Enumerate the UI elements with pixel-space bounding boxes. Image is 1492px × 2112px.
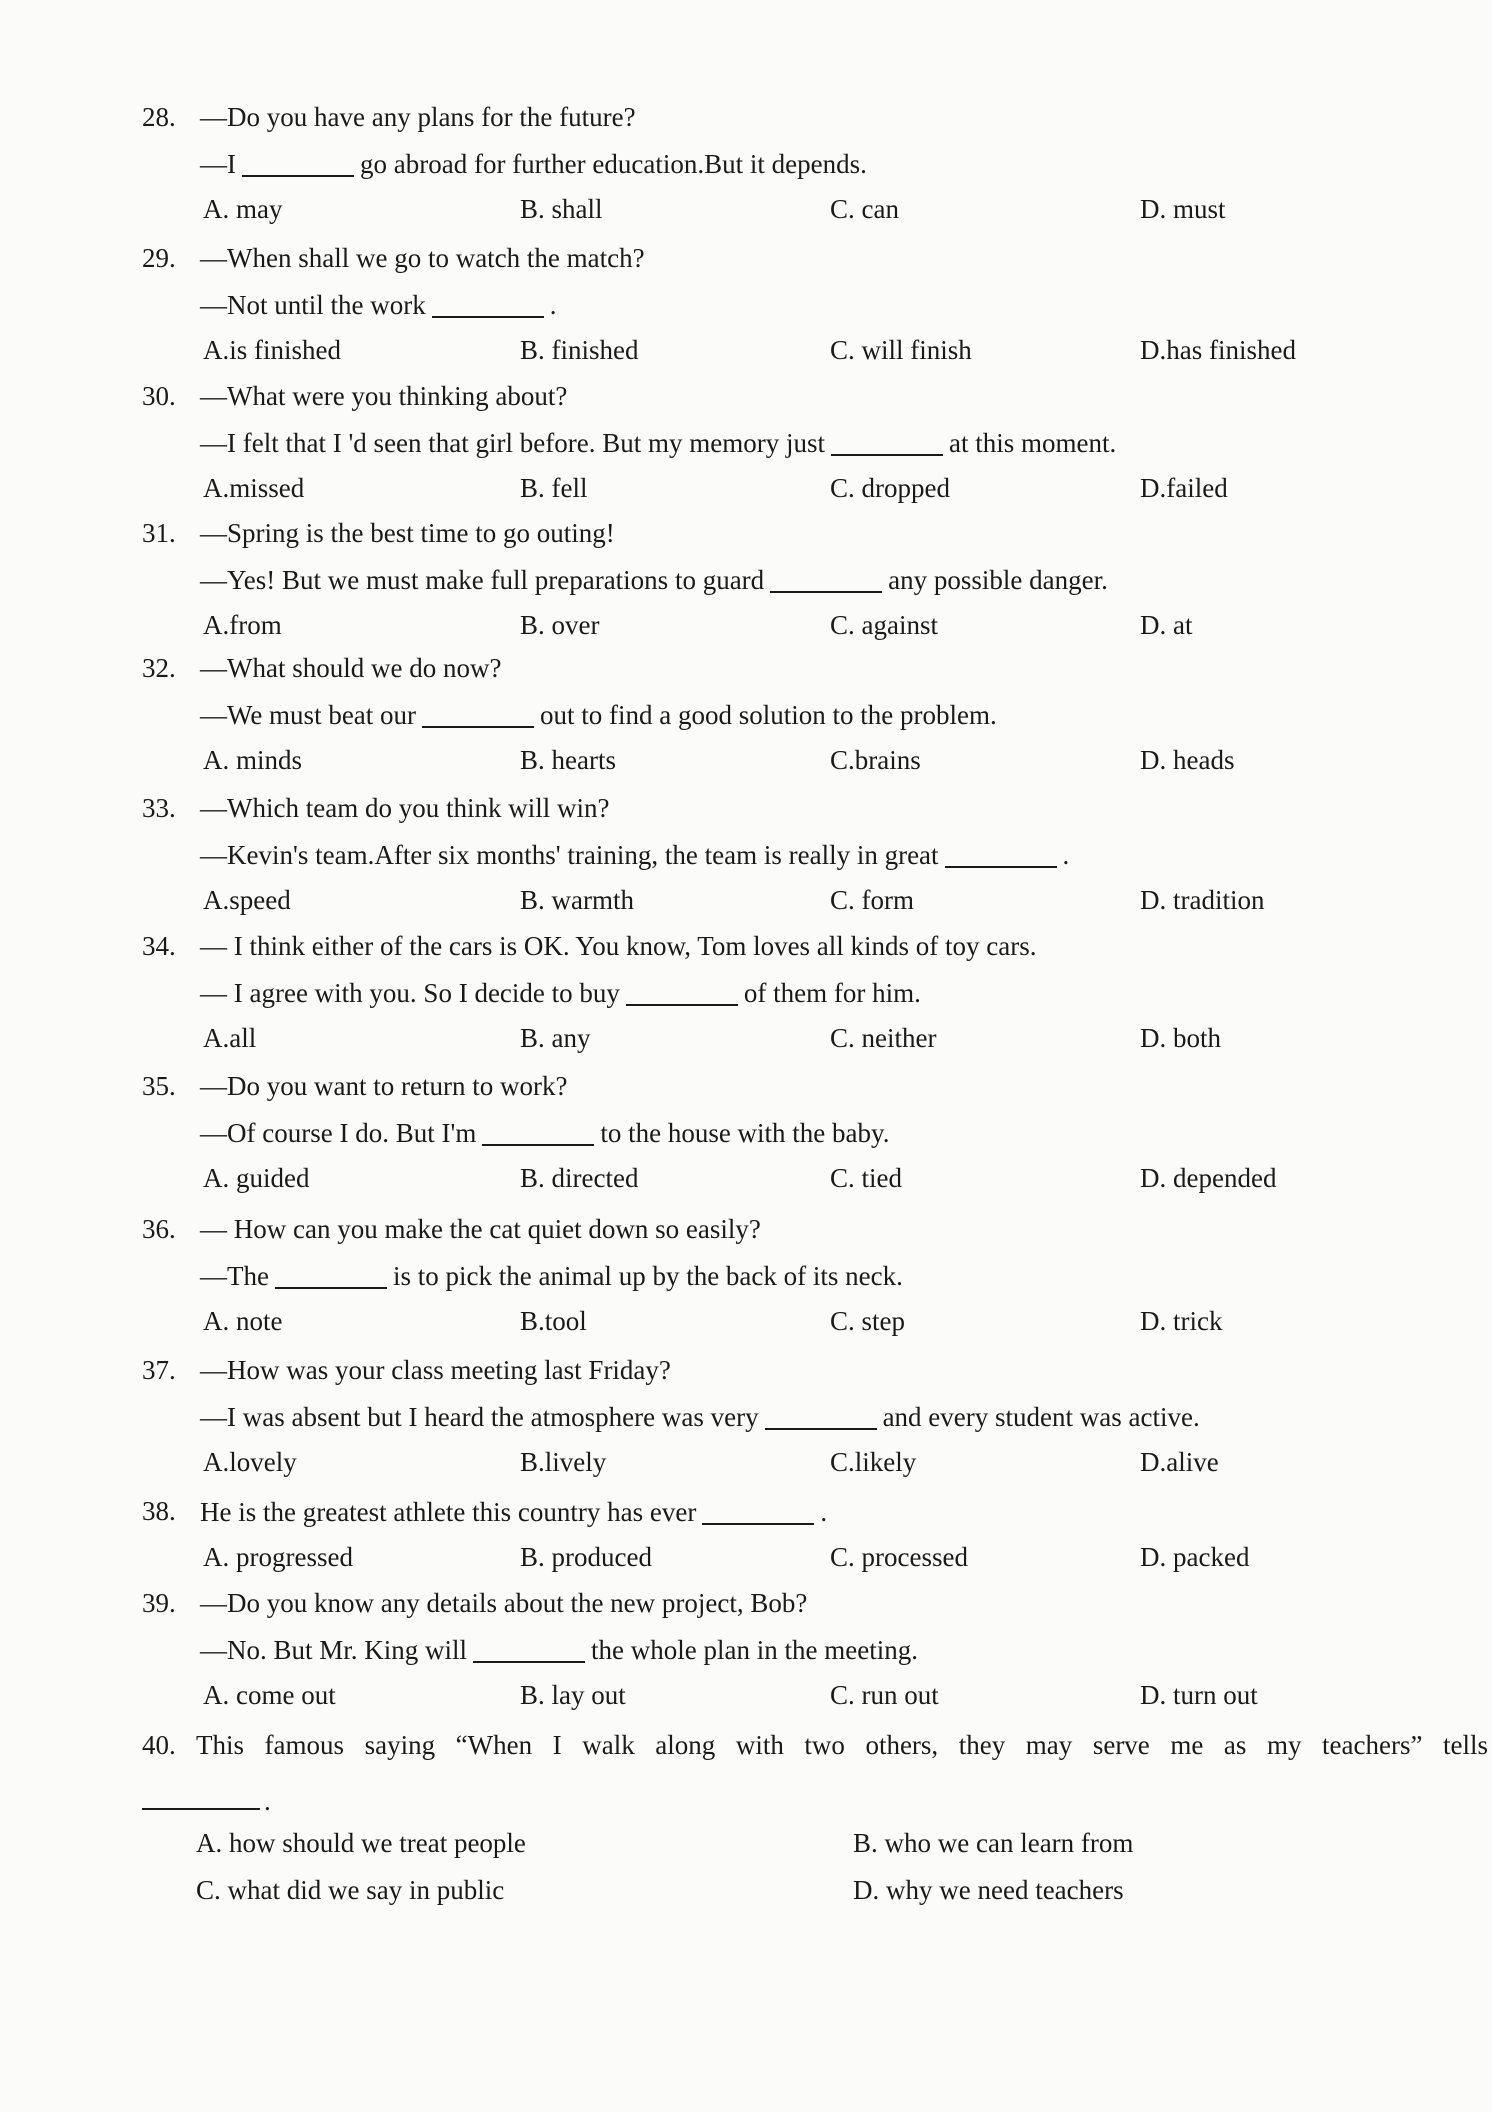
option-a: A.from: [203, 610, 282, 640]
option-b: B. finished: [520, 335, 639, 365]
question-text: —Kevin's team.After six months' training, the team is really in great: [200, 840, 939, 870]
question-text: —Do you have any plans for the future?: [200, 102, 636, 132]
option-a: A.all: [203, 1023, 257, 1053]
option-a: A. may: [203, 194, 283, 224]
question-text: —What were you thinking about?: [200, 381, 568, 411]
option-a: A. note: [203, 1306, 283, 1336]
option-a: A.missed: [203, 473, 305, 503]
option-b: B. shall: [520, 194, 603, 224]
question-number: 36.: [142, 1214, 176, 1244]
option-c: C. processed: [830, 1542, 968, 1572]
question-text: He is the greatest athlete this country has ever: [200, 1497, 697, 1527]
question-line: [200, 977, 921, 1009]
question-line: [200, 381, 567, 412]
question-text-after-blank: .: [1062, 840, 1070, 870]
option-d: D. both: [1140, 1023, 1221, 1053]
option-a: A. how should we treat people: [196, 1828, 526, 1858]
question-text-after-blank: out to find a good solution to the problem.: [540, 700, 997, 730]
option-a: A.lovely: [203, 1447, 297, 1477]
option-b: B. lay out: [520, 1680, 626, 1710]
question-number: 37.: [142, 1355, 176, 1385]
option-a: A. progressed: [203, 1542, 353, 1572]
question-text: —I felt that I 'd seen that girl before. But my memory just: [200, 428, 825, 458]
question-text-after-blank: at this moment.: [948, 428, 1117, 458]
answer-blank: [275, 1260, 387, 1289]
option-c: C. neither: [830, 1023, 937, 1053]
answer-blank: [831, 427, 943, 456]
option-c: C. form: [830, 885, 914, 915]
option-c: C. tied: [830, 1163, 902, 1193]
question-line: [200, 1117, 890, 1149]
question-text: —Of course I do. But I'm: [200, 1118, 477, 1148]
question-text: —How was your class meeting last Friday?: [200, 1355, 671, 1385]
answer-blank: [422, 699, 534, 728]
option-b: B.lively: [520, 1447, 607, 1477]
option-b: B. over: [520, 610, 600, 640]
question-text: — I agree with you. So I decide to buy: [200, 978, 620, 1008]
question-text: —I: [200, 149, 236, 179]
answer-blank: [702, 1496, 814, 1525]
option-d: D. trick: [1140, 1306, 1223, 1336]
question-text: This famous saying “When I walk along with two others, they may serve me as my teachers” tells: [196, 1730, 1488, 1760]
question-line: [200, 793, 609, 824]
option-d: D.alive: [1140, 1447, 1219, 1477]
question-text: — I think either of the cars is OK. You know, Tom loves all kinds of toy cars.: [200, 931, 1037, 961]
question-text-after-blank: go abroad for further education.But it depends.: [360, 149, 867, 179]
answer-blank: [242, 148, 354, 177]
question-number: 32.: [142, 653, 176, 683]
question-line: [200, 518, 615, 549]
answer-blank: [482, 1117, 594, 1146]
question-line: [200, 1588, 807, 1619]
question-text: —Which team do you think will win?: [200, 793, 610, 823]
option-c: C. run out: [830, 1680, 939, 1710]
question-line: [200, 1634, 918, 1666]
option-c: C.likely: [830, 1447, 917, 1477]
option-c: C. can: [830, 194, 899, 224]
question-text: —When shall we go to watch the match?: [200, 243, 645, 273]
question-text-after-blank: .: [820, 1497, 828, 1527]
option-d: D. why we need teachers: [853, 1875, 1124, 1905]
option-b: B. fell: [520, 473, 588, 503]
question-line: [200, 1401, 1200, 1433]
option-d: D.has finished: [1140, 335, 1296, 365]
question-line: [200, 699, 997, 731]
option-a: A.is finished: [203, 335, 341, 365]
question-text: —The: [200, 1261, 269, 1291]
question-text: —I was absent but I heard the atmosphere was very: [200, 1402, 759, 1432]
option-c: C.brains: [830, 745, 921, 775]
answer-blank: [945, 839, 1057, 868]
option-c: C. what did we say in public: [196, 1875, 505, 1905]
answer-blank: [765, 1401, 877, 1430]
question-text: —What should we do now?: [200, 653, 502, 683]
question-line: [200, 564, 1108, 596]
option-d: D. must: [1140, 194, 1226, 224]
question-text: —No. But Mr. King will: [200, 1635, 468, 1665]
question-text: —Do you want to return to work?: [200, 1071, 568, 1101]
question-text-after-blank: is to pick the animal up by the back of its neck.: [392, 1261, 903, 1291]
option-c: C. dropped: [830, 473, 950, 503]
question-line: [200, 289, 556, 321]
option-b: B. hearts: [520, 745, 616, 775]
question-text-after-blank: to the house with the baby.: [600, 1118, 890, 1148]
question-line: [200, 839, 1069, 871]
question-text-after-blank: the whole plan in the meeting.: [591, 1635, 918, 1665]
option-d: D.failed: [1140, 473, 1228, 503]
question-number: 39.: [142, 1588, 176, 1618]
answer-blank: [473, 1634, 585, 1663]
option-b: B. directed: [520, 1163, 639, 1193]
option-b: B. warmth: [520, 885, 634, 915]
question-text: — How can you make the cat quiet down so easily?: [200, 1214, 761, 1244]
question-line: [200, 102, 636, 133]
option-d: D. depended: [1140, 1163, 1277, 1193]
question-number: 31.: [142, 518, 176, 548]
question-line: [200, 1355, 671, 1386]
question-number: 40.: [142, 1730, 176, 1760]
question-text-end: .: [264, 1786, 271, 1816]
question-number: 34.: [142, 931, 176, 961]
option-a: A. minds: [203, 745, 303, 775]
option-d: D. tradition: [1140, 885, 1265, 915]
question-text: —Spring is the best time to go outing!: [200, 518, 615, 548]
question-line: [200, 1214, 761, 1245]
question-text-after-blank: .: [549, 290, 557, 320]
question-number: 33.: [142, 793, 176, 823]
question-line: [200, 1496, 827, 1528]
option-d: D. at: [1140, 610, 1193, 640]
question-text: —Do you know any details about the new project, Bob?: [200, 1588, 808, 1618]
question-line: [200, 1260, 903, 1292]
question-line: [200, 427, 1116, 459]
option-b: B. any: [520, 1023, 591, 1053]
question-text-after-blank: of them for him.: [743, 978, 921, 1008]
option-b: B.tool: [520, 1306, 587, 1336]
question-line: [200, 931, 1037, 962]
answer-blank: [770, 564, 882, 593]
question-text: —Not until the work: [200, 290, 426, 320]
option-b: B. who we can learn from: [853, 1828, 1134, 1858]
option-d: D. heads: [1140, 745, 1235, 775]
question-text: —We must beat our: [200, 700, 417, 730]
question-text-after-blank: any possible danger.: [888, 565, 1108, 595]
option-a: A. come out: [203, 1680, 336, 1710]
option-c: C. step: [830, 1306, 906, 1336]
option-d: D. packed: [1140, 1542, 1250, 1572]
answer-blank: [432, 289, 544, 318]
question-number: 38.: [142, 1496, 176, 1526]
question-text-after-blank: and every student was active.: [882, 1402, 1200, 1432]
answer-blank: [142, 1808, 260, 1810]
option-c: C. against: [830, 610, 938, 640]
option-a: A.speed: [203, 885, 291, 915]
question-number: 35.: [142, 1071, 176, 1101]
option-a: A. guided: [203, 1163, 310, 1193]
question-line: [200, 243, 645, 274]
question-line: [200, 1071, 567, 1102]
option-c: C. will finish: [830, 335, 972, 365]
question-text: —Yes! But we must make full preparations to guard: [200, 565, 765, 595]
option-d: D. turn out: [1140, 1680, 1258, 1710]
option-b: B. produced: [520, 1542, 652, 1572]
question-line: [200, 148, 867, 180]
question-number: 29.: [142, 243, 176, 273]
question-number: 30.: [142, 381, 176, 411]
question-line: [200, 653, 501, 684]
answer-blank: [626, 977, 738, 1006]
question-number: 28.: [142, 102, 176, 132]
